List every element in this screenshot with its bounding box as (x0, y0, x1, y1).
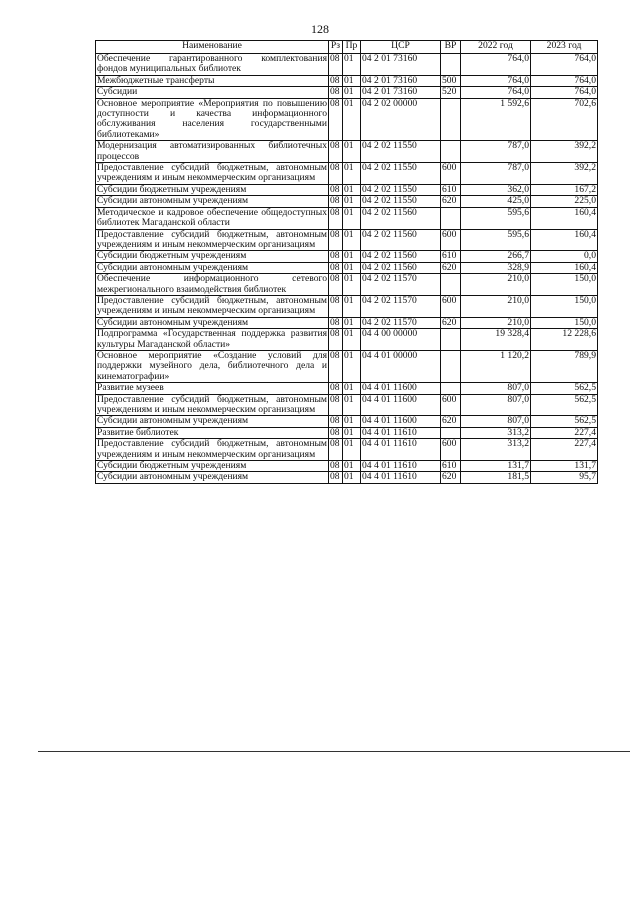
row-rz: 08 (329, 274, 343, 296)
table-row (96, 207, 598, 229)
row-rz: 08 (329, 295, 343, 317)
table-row (96, 295, 598, 317)
row-pr: 01 (343, 274, 361, 296)
row-value-2022: 764,0 (461, 87, 531, 98)
page-number: 128 (311, 22, 329, 36)
row-value-2023: 789,9 (531, 350, 598, 382)
row-csr: 04 4 01 11610 (361, 461, 441, 472)
footer-divider (38, 751, 630, 752)
row-value-2022: 313,2 (461, 427, 531, 438)
row-name: Субсидии автономным учреждениям (96, 262, 329, 273)
row-value-2022: 19 328,4 (461, 329, 531, 351)
row-csr: 04 2 02 11550 (361, 184, 441, 195)
row-name: Субсидии автономным учреждениям (96, 196, 329, 207)
row-pr: 01 (343, 461, 361, 472)
row-pr: 01 (343, 141, 361, 163)
row-rz: 08 (329, 75, 343, 86)
row-name: Методическое и кадровое обеспечение общедоступных библиотек Магаданской области (97, 206, 327, 229)
row-value-2022: 313,2 (461, 439, 531, 461)
row-vr: 620 (441, 416, 461, 427)
row-rz: 08 (329, 251, 343, 262)
row-name: Субсидии автономным учреждениям (96, 317, 329, 328)
row-name: Обеспечение гарантированного комплектования фондов муниципальных библиотек (97, 53, 327, 75)
row-value-2022: 1 592,6 (461, 98, 531, 141)
row-value-2022: 595,6 (461, 207, 531, 229)
row-value-2022: 787,0 (461, 141, 531, 163)
row-value-2023: 764,0 (531, 54, 598, 76)
table-row (96, 98, 598, 141)
row-vr: 610 (441, 251, 461, 262)
table-row (96, 75, 598, 86)
header-vr: ВР (441, 41, 461, 54)
table-row (96, 416, 598, 427)
table-row (96, 461, 598, 472)
row-csr: 04 4 01 11600 (361, 416, 441, 427)
row-csr: 04 2 01 73160 (361, 75, 441, 86)
row-value-2023: 0,0 (531, 251, 598, 262)
header-2022: 2022 год (461, 41, 531, 54)
row-rz: 08 (329, 350, 343, 382)
row-pr: 01 (343, 87, 361, 98)
row-vr (441, 350, 461, 382)
row-vr: 600 (441, 229, 461, 251)
row-value-2022: 595,6 (461, 229, 531, 251)
row-rz: 08 (329, 87, 343, 98)
row-vr: 620 (441, 317, 461, 328)
row-value-2022: 362,0 (461, 184, 531, 195)
row-csr: 04 2 02 00000 (361, 98, 441, 141)
row-rz: 08 (329, 141, 343, 163)
row-vr (441, 383, 461, 394)
row-rz: 08 (329, 472, 343, 483)
row-vr (441, 98, 461, 141)
row-name: Субсидии бюджетным учреждениям (96, 251, 329, 262)
row-name: Основное мероприятие «Мероприятия по повышению доступности и качества информационного обслуживания населения государственными библиотеками» (97, 97, 327, 140)
row-value-2023: 150,0 (531, 295, 598, 317)
row-rz: 08 (329, 461, 343, 472)
row-pr: 01 (343, 196, 361, 207)
row-csr: 04 4 01 00000 (361, 350, 441, 382)
row-name: Развитие библиотек (96, 427, 329, 438)
row-csr: 04 2 02 11550 (361, 196, 441, 207)
row-vr: 620 (441, 472, 461, 483)
row-value-2022: 764,0 (461, 75, 531, 86)
header-name: Наименование (96, 41, 329, 54)
row-rz: 08 (329, 229, 343, 251)
row-rz: 08 (329, 163, 343, 185)
row-rz: 08 (329, 54, 343, 76)
row-value-2023: 225,0 (531, 196, 598, 207)
row-value-2023: 167,2 (531, 184, 598, 195)
row-csr: 04 2 02 11570 (361, 317, 441, 328)
row-value-2022: 210,0 (461, 295, 531, 317)
row-vr: 610 (441, 461, 461, 472)
header-rz: Рз (329, 41, 343, 54)
table-row (96, 350, 598, 382)
row-value-2023: 702,6 (531, 98, 598, 141)
row-value-2022: 181,5 (461, 472, 531, 483)
row-csr: 04 2 01 73160 (361, 87, 441, 98)
row-name: Субсидии бюджетным учреждениям (96, 184, 329, 195)
row-value-2023: 150,0 (531, 317, 598, 328)
row-csr: 04 2 02 11550 (361, 141, 441, 163)
row-value-2023: 562,5 (531, 416, 598, 427)
row-pr: 01 (343, 207, 361, 229)
row-value-2023: 131,7 (531, 461, 598, 472)
row-value-2022: 1 120,2 (461, 350, 531, 382)
row-rz: 08 (329, 262, 343, 273)
row-pr: 01 (343, 54, 361, 76)
row-pr: 01 (343, 75, 361, 86)
row-value-2023: 392,2 (531, 141, 598, 163)
row-name: Подпрограмма «Государственная поддержка развития культуры Магаданской области» (97, 328, 327, 350)
row-pr: 01 (343, 98, 361, 141)
row-value-2022: 764,0 (461, 54, 531, 76)
row-name: Модернизация автоматизированных библиотечных процессов (97, 140, 327, 162)
row-value-2022: 807,0 (461, 394, 531, 416)
row-csr: 04 2 02 11560 (361, 207, 441, 229)
table-row (96, 317, 598, 328)
row-rz: 08 (329, 329, 343, 351)
header-2023: 2023 год (531, 41, 598, 54)
row-rz: 08 (329, 98, 343, 141)
row-csr: 04 4 00 00000 (361, 329, 441, 351)
row-pr: 01 (343, 416, 361, 427)
row-name: Обеспечение информационного сетевого межрегионального взаимодействия библиотек (97, 273, 327, 295)
row-vr (441, 329, 461, 351)
row-pr: 01 (343, 262, 361, 273)
row-value-2023: 160,4 (531, 229, 598, 251)
table-row (96, 251, 598, 262)
row-rz: 08 (329, 416, 343, 427)
row-name: Предоставление субсидий бюджетным, автономным учреждениям и иным некоммерческим организациям (97, 438, 327, 460)
row-pr: 01 (343, 350, 361, 382)
row-value-2023: 562,5 (531, 383, 598, 394)
row-value-2022: 210,0 (461, 317, 531, 328)
row-vr: 600 (441, 295, 461, 317)
row-csr: 04 2 02 11550 (361, 163, 441, 185)
row-value-2023: 562,5 (531, 394, 598, 416)
row-csr: 04 4 01 11600 (361, 383, 441, 394)
row-rz: 08 (329, 439, 343, 461)
table-row (96, 229, 598, 251)
table-row (96, 87, 598, 98)
row-vr: 600 (441, 163, 461, 185)
row-pr: 01 (343, 163, 361, 185)
row-rz: 08 (329, 394, 343, 416)
row-csr: 04 4 01 11610 (361, 439, 441, 461)
row-csr: 04 2 02 11560 (361, 229, 441, 251)
row-name: Предоставление субсидий бюджетным, автономным учреждениям и иным некоммерческим организациям (97, 228, 327, 250)
row-pr: 01 (343, 329, 361, 351)
row-pr: 01 (343, 394, 361, 416)
row-value-2022: 131,7 (461, 461, 531, 472)
table-header-row (96, 41, 598, 54)
row-pr: 01 (343, 251, 361, 262)
table-row (96, 383, 598, 394)
row-vr: 600 (441, 394, 461, 416)
row-value-2022: 787,0 (461, 163, 531, 185)
table-row (96, 196, 598, 207)
row-value-2023: 227,4 (531, 427, 598, 438)
row-csr: 04 4 01 11600 (361, 394, 441, 416)
row-pr: 01 (343, 439, 361, 461)
row-value-2022: 807,0 (461, 416, 531, 427)
row-value-2023: 764,0 (531, 87, 598, 98)
row-pr: 01 (343, 184, 361, 195)
row-value-2023: 227,4 (531, 439, 598, 461)
row-vr (441, 54, 461, 76)
table-row (96, 163, 598, 185)
table-row (96, 329, 598, 351)
row-vr: 600 (441, 439, 461, 461)
row-value-2022: 266,7 (461, 251, 531, 262)
row-value-2022: 807,0 (461, 383, 531, 394)
row-value-2023: 160,4 (531, 207, 598, 229)
row-pr: 01 (343, 427, 361, 438)
budget-table (95, 40, 598, 484)
header-pr: Пр (343, 41, 361, 54)
row-name: Предоставление субсидий бюджетным, автономным учреждениям и иным некоммерческим организациям (97, 393, 327, 415)
row-csr: 04 2 02 11570 (361, 295, 441, 317)
row-vr: 620 (441, 262, 461, 273)
row-csr: 04 4 01 11610 (361, 472, 441, 483)
row-vr: 620 (441, 196, 461, 207)
row-vr (441, 141, 461, 163)
row-rz: 08 (329, 196, 343, 207)
row-value-2023: 150,0 (531, 274, 598, 296)
table-row (96, 141, 598, 163)
row-value-2023: 95,7 (531, 472, 598, 483)
row-name: Субсидии (96, 87, 329, 98)
row-value-2023: 392,2 (531, 163, 598, 185)
row-pr: 01 (343, 472, 361, 483)
row-name: Субсидии автономным учреждениям (96, 416, 329, 427)
row-name: Субсидии автономным учреждениям (96, 472, 329, 483)
table-row (96, 184, 598, 195)
row-vr: 610 (441, 184, 461, 195)
row-value-2022: 210,0 (461, 274, 531, 296)
table-row (96, 394, 598, 416)
row-value-2023: 764,0 (531, 75, 598, 86)
table-row (96, 262, 598, 273)
row-rz: 08 (329, 317, 343, 328)
table-row (96, 274, 598, 296)
row-vr: 500 (441, 75, 461, 86)
row-rz: 08 (329, 383, 343, 394)
header-csr: ЦСР (361, 41, 441, 54)
row-pr: 01 (343, 317, 361, 328)
row-name: Межбюджетные трансферты (96, 75, 329, 86)
row-csr: 04 2 02 11560 (361, 251, 441, 262)
row-name: Предоставление субсидий бюджетным, автономным учреждениям и иным некоммерческим организациям (97, 162, 327, 184)
row-name: Развитие музеев (96, 383, 329, 394)
row-pr: 01 (343, 295, 361, 317)
row-value-2023: 160,4 (531, 262, 598, 273)
row-vr (441, 274, 461, 296)
table-body (96, 54, 598, 484)
row-csr: 04 4 01 11610 (361, 427, 441, 438)
row-value-2022: 328,9 (461, 262, 531, 273)
row-name: Основное мероприятие «Создание условий для поддержки музейного дела, библиотечного дела и кинематографии» (97, 349, 327, 382)
row-csr: 04 2 02 11570 (361, 274, 441, 296)
row-rz: 08 (329, 427, 343, 438)
row-vr (441, 427, 461, 438)
row-name: Субсидии бюджетным учреждениям (96, 461, 329, 472)
table-row (96, 54, 598, 76)
row-value-2023: 12 228,6 (531, 329, 598, 351)
table-row (96, 427, 598, 438)
row-name: Предоставление субсидий бюджетным, автономным учреждениям и иным некоммерческим организациям (97, 294, 327, 317)
row-csr: 04 2 02 11560 (361, 262, 441, 273)
row-vr (441, 207, 461, 229)
row-pr: 01 (343, 229, 361, 251)
row-pr: 01 (343, 383, 361, 394)
table-row (96, 472, 598, 483)
row-rz: 08 (329, 207, 343, 229)
row-value-2022: 425,0 (461, 196, 531, 207)
row-vr: 520 (441, 87, 461, 98)
row-rz: 08 (329, 184, 343, 195)
row-csr: 04 2 01 73160 (361, 54, 441, 76)
table-row (96, 439, 598, 461)
